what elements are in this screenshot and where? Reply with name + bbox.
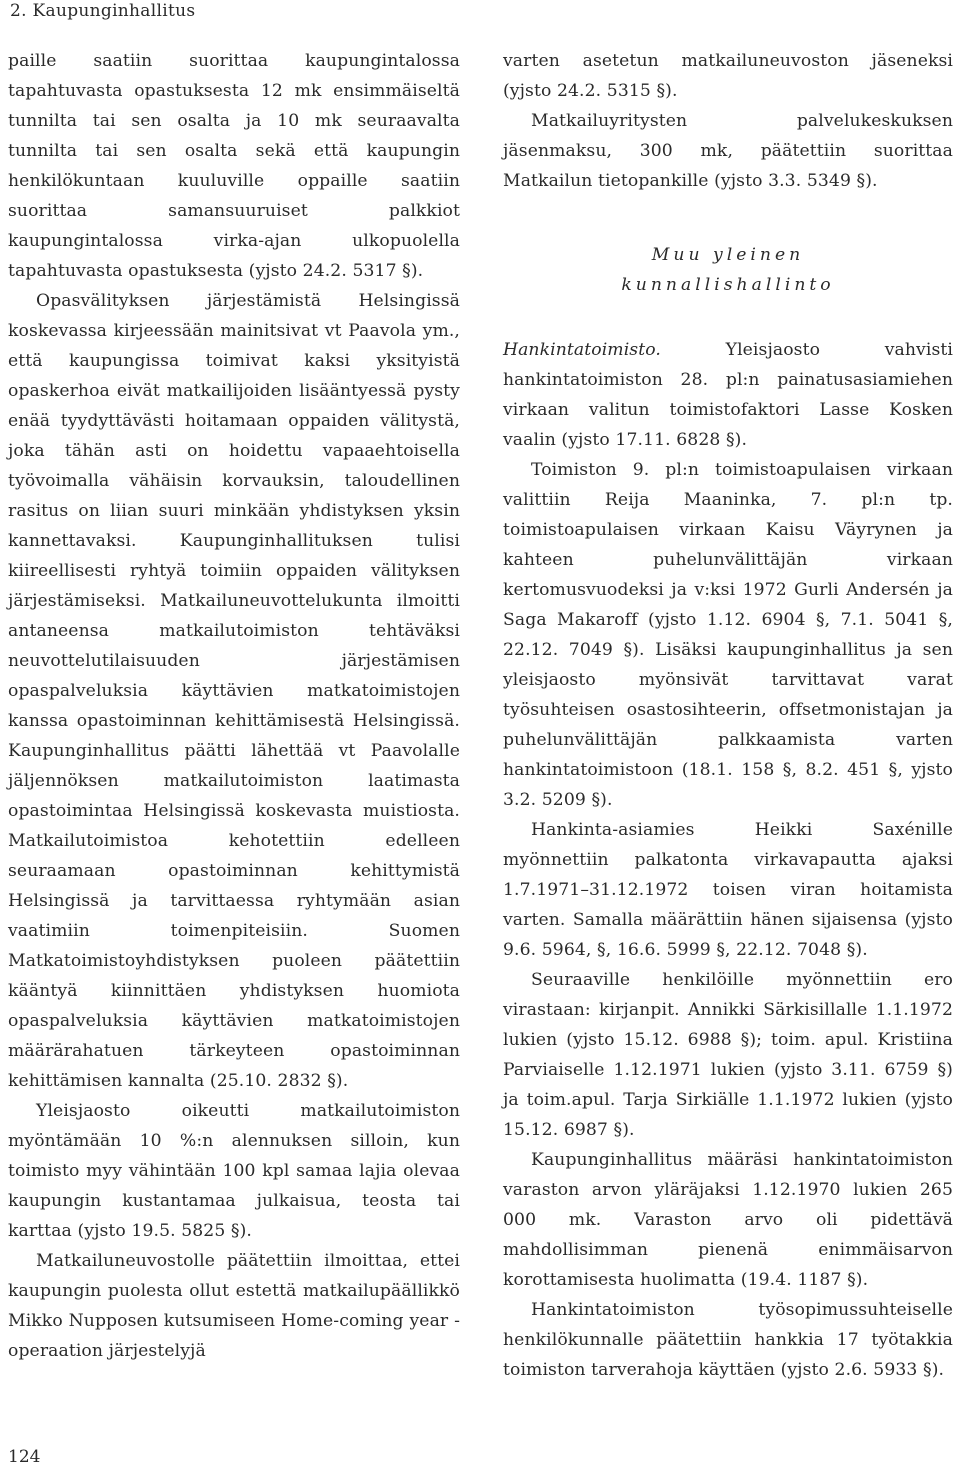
paragraph: Kaupunginhallitus määräsi hankintatoimiston varaston arvon yläräjaksi 1.12.1970 lukien 265 000 mk. Varaston arvo oli pidettävä mahdollisimman pienenä enimmäisarvon korottamisesta huolimatta (19.4. 1187 §). bbox=[503, 1150, 953, 1290]
section-title bbox=[503, 240, 953, 300]
paragraph: Hankinta-asiamies Heikki Saxénille myönnettiin palkatonta virkavapautta ajaksi 1.7.1971–31.12.1972 toisen viran hoitamista varten. Samalla määrättiin hänen sijaisensa (yjsto 9.6. 5964, §, 16.6. 5999 §, 22.12. 7048 §). bbox=[503, 820, 953, 960]
running-header: 2. Kaupunginhallitus bbox=[10, 1, 196, 21]
page-number: 124 bbox=[8, 1447, 41, 1467]
section-title-line: kunnallishallinto bbox=[621, 275, 835, 295]
paragraph: Yleisjaosto oikeutti matkailutoimiston myöntämään 10 %:n alennuksen silloin, kun toimisto myy vähintään 100 kpl samaa lajia olevaa kaupungin kustantamaa julkaisua, teosta tai karttaa (yjsto 19.5. 5825 §). bbox=[8, 1101, 460, 1241]
left-column bbox=[8, 46, 460, 1366]
paragraph bbox=[503, 335, 953, 455]
paragraph: Matkailuneuvostolle päätettiin ilmoittaa, ettei kaupungin puolesta ollut estettä matkailupäällikkö Mikko Nupposen kutsumiseen Home-coming year -operaation järjestelyjä bbox=[8, 1251, 460, 1361]
right-column bbox=[503, 46, 953, 1385]
paragraph-text: Yleisjaosto vahvisti hankintatoimiston 28. pl:n painatusasiamiehen virkaan valitun toimistofaktori Lasse Kosken vaalin (yjsto 17.11. 6828 §). bbox=[503, 340, 953, 450]
paragraph: Matkailuyritysten palvelukeskuksen jäsenmaksu, 300 mk, päätettiin suorittaa Matkailun tietopankille (yjsto 3.3. 5349 §). bbox=[503, 111, 953, 191]
paragraph: Toimiston 9. pl:n toimistoapulaisen virkaan valittiin Reija Maaninka, 7. pl:n tp. toimistoapulaisen virkaan Kaisu Väyrynen ja kahteen puhelunvälittäjän virkaan kertomusvuodeksi ja v:ksi 1972 Gurli Andersén ja Saga Makaroff (yjsto 1.12. 6904 §, 7.1. 5041 §, 22.12. 7049 §). Lisäksi kaupunginhallitus ja sen yleisjaosto myönsivät tarvittavat varat työsuhteisen osastosihteerin, offsetmonistajan ja puhelunvälittäjän palkkaamista varten hankintatoimistoon (18.1. 158 §, 8.2. 451 §, yjsto 3.2. 5209 §). bbox=[503, 460, 953, 810]
paragraph-label: Hankintatoimisto. bbox=[503, 340, 661, 360]
paragraph: paille saatiin suorittaa kaupungintalossa tapahtuvasta opastuksesta 12 mk ensimmäiseltä tunnilta tai sen osalta ja 10 mk seuraavalta tunnilta tai sen osalta sekä että kaupungin henkilökuntaan kuuluville oppaille saatiin suorittaa samansuuruiset palkkiot kaupungintalossa virka-ajan ulkopuolella tapahtuvasta opastuksesta (yjsto 24.2. 5317 §). bbox=[8, 51, 460, 281]
paragraph: varten asetetun matkailuneuvoston jäseneksi (yjsto 24.2. 5315 §). bbox=[503, 51, 953, 101]
section-title-line: Muu yleinen bbox=[651, 245, 805, 265]
paragraph: Seuraaville henkilöille myönnettiin ero virastaan: kirjanpit. Annikki Särkisillalle 1.1.1972 lukien (yjsto 15.12. 6988 §); toim. apul. Kristiina Parviaiselle 1.12.1971 lukien (yjsto 3.11. 6759 §) ja toim.apul. Tarja Sirkiälle 1.1.1972 lukien (yjsto 15.12. 6987 §). bbox=[503, 970, 953, 1140]
paragraph: Hankintatoimiston työsopimussuhteiselle henkilökunnalle päätettiin hankkia 17 työtakkia toimiston tarverahoja käyttäen (yjsto 2.6. 5933 §). bbox=[503, 1300, 953, 1380]
paragraph: Opasvälityksen järjestämistä Helsingissä koskevassa kirjeessään mainitsivat vt Paavola ym., että kaupungissa toimivat kaksi yksityistä opaskerhoa eivät matkailijoiden lisääntyessä pysty enää tyydyttävästi hoitamaan oppaiden välitystä, joka tähän asti on hoidettu vapaaehtoisella työvoimalla vähäisin korvauksin, taloudellinen rasitus on liian suuri minkään yhdistyksen yksin kannettavaksi. Kaupunginhallituksen tulisi kiireellisesti ryhtyä toimiin oppaiden välityksen järjestämiseksi. Matkailuneuvottelukunta ilmoitti antaneensa matkailutoimiston tehtäväksi neuvottelutilaisuuden järjestämisen opaspalveluksia käyttävien matkatoimistojen kanssa opastoiminnan kehittämisestä Helsingissä. Kaupunginhallitus päätti lähettää vt Paavolalle jäljennöksen matkailutoimiston laatimasta opastoimintaa Helsingissä koskevasta muistiosta. Matkailutoimistoa kehotettiin edelleen seuraamaan opastoiminnan kehittymistä Helsingissä ja tarvittaessa ryhtymään asian vaatimiin toimenpiteisiin. Suomen Matkatoimistoyhdistyksen puoleen päätettiin kääntyä kiinnittäen yhdistyksen huomiota opaspalveluksia käyttävien matkatoimistojen määrärahatuen tärkeyteen opastoiminnan kehittämisen kannalta (25.10. 2832 §). bbox=[8, 291, 460, 1091]
